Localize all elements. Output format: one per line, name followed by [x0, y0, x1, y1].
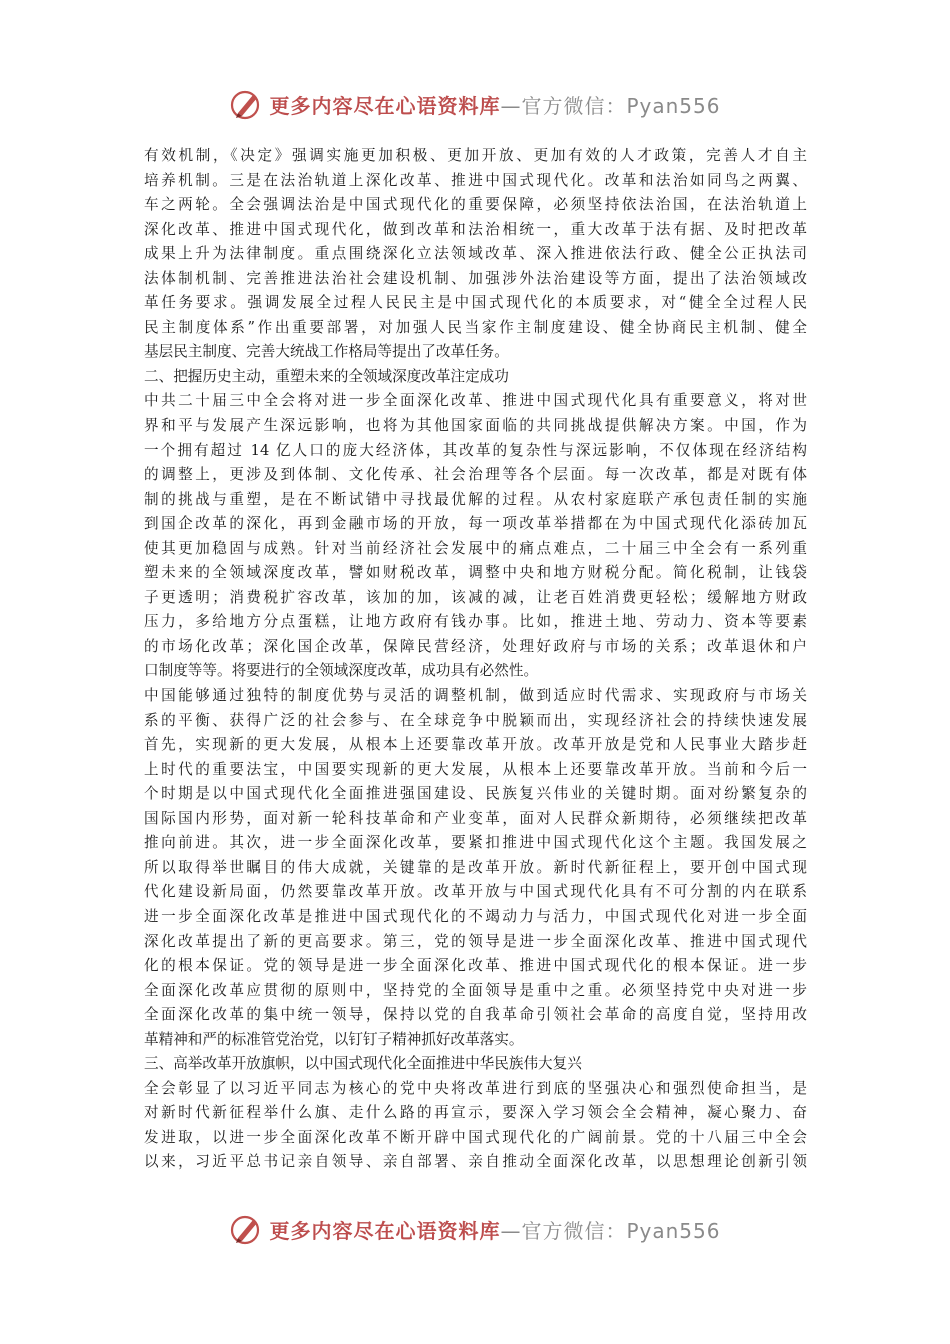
footer-banner-main: 更多内容尽在心语资料库 [269, 1218, 501, 1243]
text-line: 所以取得举世瞩目的伟大成就，关键靠的是改革开放。新时代新征程上，要开创中国式现 [144, 858, 807, 876]
text-line: 以来，习近平总书记亲自领导、亲自部署、亲自推动全面深化改革，以思想理论创新引领 [144, 1153, 807, 1171]
text-line: 压力，多给地方分点蛋糕，让地方政府有钱办事。比如，推进土地、劳动力、资本等要素 [144, 613, 807, 631]
header-banner-wechat: 官方微信：Pyan556 [521, 93, 721, 118]
header-banner-sep: — [500, 93, 522, 118]
text-line: 全会彰显了以习近平同志为核心的党中央将改革进行到底的坚强决心和强烈使命担当，是 [144, 1079, 807, 1097]
text-line: 法体制机制、完善推进法治社会建设机制、加强涉外法治建设等方面，提出了法治领域改 [144, 269, 807, 287]
text-line: 首先，实现新的更大发展，从根本上还要靠改革开放。改革开放是党和人民事业大踏步赶 [144, 736, 807, 754]
text-line: 制的挑战与重塑，是在不断试错中寻找最优解的过程。从农村家庭联产承包责任制的实施 [144, 490, 807, 508]
text-line: 的市场化改革；深化国企改革，保障民营经济，处理好政府与市场的关系；改革退休和户 [144, 637, 807, 655]
pen-logo-icon [229, 1212, 263, 1246]
text-line: 系的平衡、获得广泛的社会参与、在全球竞争中脱颖而出，实现经济社会的持续快速发展 [144, 711, 807, 729]
text-line: 的调整上，更涉及到体制、文化传承、社会治理等各个层面。每一次改革，都是对既有体 [144, 466, 807, 484]
text-line: 个时期是以中国式现代化全面推进强国建设、民族复兴伟业的关键时期。面对纷繁复杂的 [144, 785, 807, 803]
text-line: 车之两轮。全会强调法治是中国式现代化的重要保障，必须坚持依法治国，在法治轨道上 [144, 196, 807, 214]
section-heading: 二、把握历史主动，重塑未来的全领域深度改革注定成功 [144, 367, 509, 385]
footer-banner-sep: — [500, 1218, 522, 1243]
text-line: 培养机制。三是在法治轨道上深化改革、推进中国式现代化。改革和法治如同鸟之两翼、 [144, 171, 807, 189]
header-banner-main: 更多内容尽在心语资料库 [269, 93, 501, 118]
text-line: 上时代的重要法宝，中国要实现新的更大发展，从根本上还要靠改革开放。当前和今后一 [144, 760, 807, 778]
text-line: 代化建设新局面，仍然要靠改革开放。改革开放与中国式现代化具有不可分割的内在联系 [144, 883, 807, 901]
text-line: 对新时代新征程举什么旗、走什么路的再宣示，要深入学习领会全会精神，凝心聚力、奋 [144, 1104, 807, 1122]
footer-banner-wechat: 官方微信：Pyan556 [521, 1218, 721, 1243]
text-line: 子更透明；消费税扩容改革，该加的加，该减的减，让老百姓消费更轻松；缓解地方财政 [144, 588, 807, 606]
footer-banner [0, 1209, 950, 1249]
text-line: 口制度等等。将要进行的全领域深度改革，成功具有必然性。 [144, 662, 539, 680]
document-body [144, 144, 807, 1175]
text-line: 界和平与发展产生深远影响，也将为其他国家面临的共同挑战提供解决方案。中国，作为 [144, 417, 807, 435]
text-line: 革精神和严的标准管党治党，以钉钉子精神抓好改革落实。 [144, 1030, 524, 1048]
text-line: 基层民主制度、完善大统战工作格局等提出了改革任务。 [144, 343, 509, 361]
text-line: 国际国内形势，面对新一轮科技革命和产业变革，面对人民群众新期待，必须继续把改革 [144, 809, 807, 827]
text-line: 深化改革、推进中国式现代化，做到改革和法治相统一，重大改革于法有据、及时把改革 [144, 220, 807, 238]
text-line: 进一步全面深化改革是推进中国式现代化的不竭动力与活力，中国式现代化对进一步全面 [144, 907, 807, 925]
text-line: 发进取，以进一步全面深化改革不断开辟中国式现代化的广阔前景。党的十八届三中全会 [144, 1128, 807, 1146]
text-line: 中国能够通过独特的制度优势与灵活的调整机制，做到适应时代需求、实现政府与市场关 [144, 687, 807, 705]
text-line: 化的根本保证。党的领导是进一步全面深化改革、推进中国式现代化的根本保证。进一步 [144, 957, 807, 975]
text-line: 塑未来的全领域深度改革，譬如财税改革，调整中央和地方财税分配。简化税制，让钱袋 [144, 564, 807, 582]
text-line: 有效机制，《决定》强调实施更加积极、更加开放、更加有效的人才政策，完善人才自主 [144, 147, 807, 164]
text-line: 民主制度体系”作出重要部署，对加强人民当家作主制度建设、健全协商民主机制、健全 [144, 318, 807, 336]
text-line: 使其更加稳固与成熟。针对当前经济社会发展中的痛点难点，二十届三中全会有一系列重 [144, 539, 807, 557]
header-banner [0, 84, 950, 124]
text-line: 到国企改革的深化，再到金融市场的开放，每一项改革举措都在为中国式现代化添砖加瓦 [144, 515, 807, 533]
section-heading: 三、高举改革开放旗帜，以中国式现代化全面推进中华民族伟大复兴 [144, 1055, 582, 1073]
text-line: 全面深化改革应贯彻的原则中，坚持党的全面领导是重中之重。必须坚持党中央对进一步 [144, 981, 807, 999]
text-line: 革任务要求。强调发展全过程人民民主是中国式现代化的本质要求，对“健全全过程人民 [144, 294, 807, 312]
text-line: 深化改革提出了新的更高要求。第三，党的领导是进一步全面深化改革、推进中国式现代 [144, 932, 807, 950]
pen-logo-icon [229, 87, 263, 121]
text-line: 一个拥有超过 14 亿人口的庞大经济体，其改革的复杂性与深远影响，不仅体现在经济结构 [144, 441, 807, 459]
text-line: 成果上升为法律制度。重点围绕深化立法领域改革、深入推进依法行政、健全公正执法司 [144, 245, 807, 263]
text-line: 中共二十届三中全会将对进一步全面深化改革、推进中国式现代化具有重要意义，将对世 [144, 392, 807, 410]
text-line: 全面深化改革的集中统一领导，保持以党的自我革命引领社会革命的高度自觉，坚持用改 [144, 1006, 807, 1024]
text-line: 推向前进。其次，进一步全面深化改革，要紧扣推进中国式现代化这个主题。我国发展之 [144, 834, 807, 852]
